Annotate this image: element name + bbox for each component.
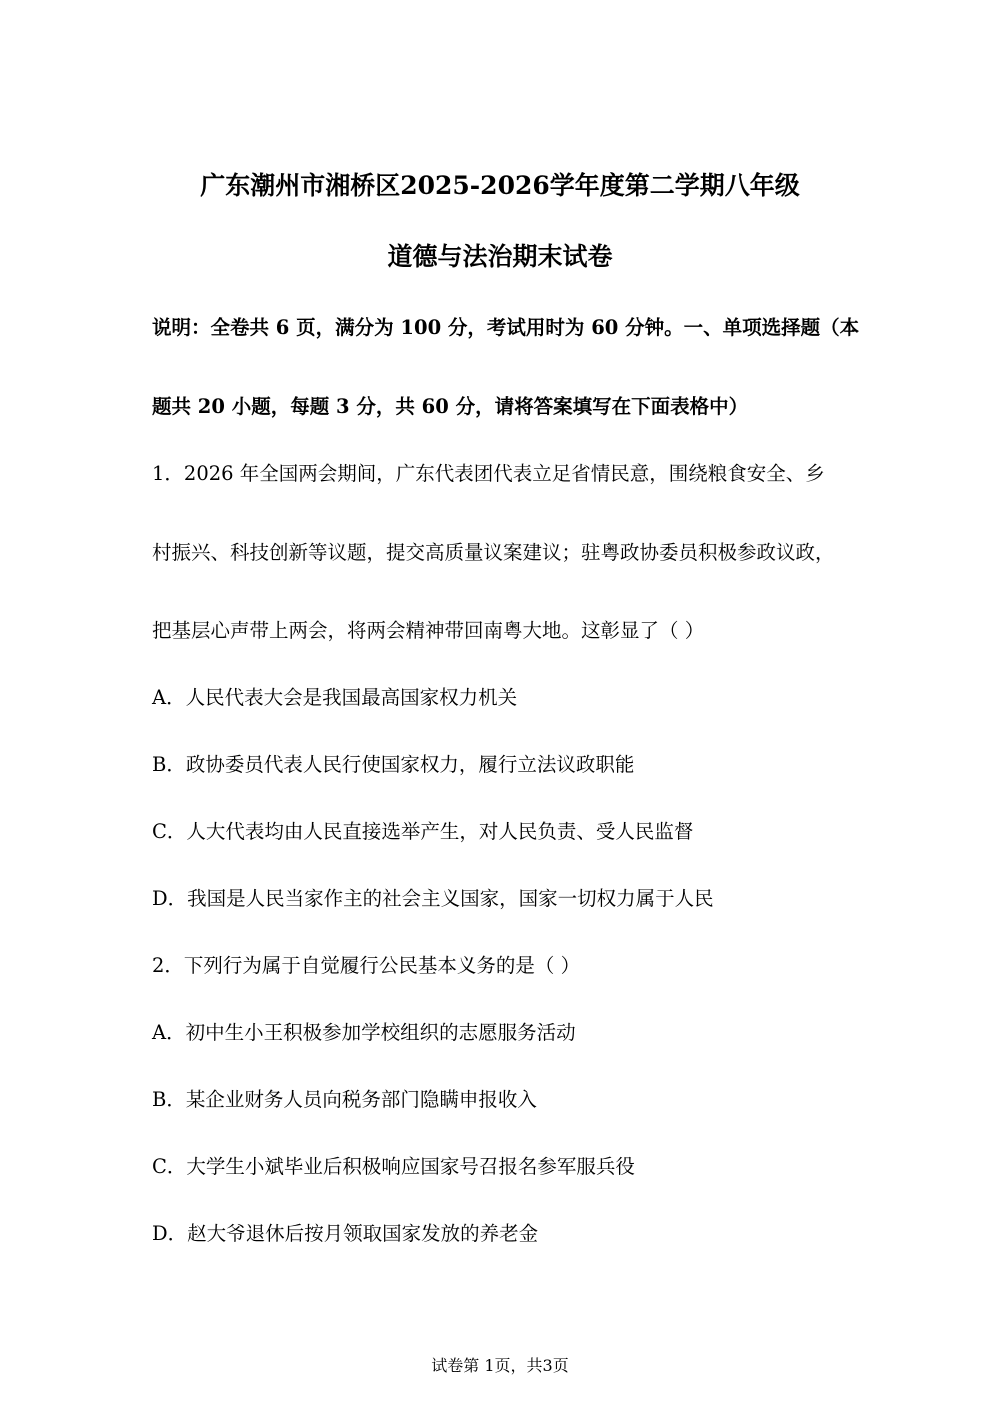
option-d: D．我国是人民当家作主的社会主义国家，国家一切权力属于人民 [152,887,714,910]
question-stem-line: 1．2026 年全国两会期间，广东代表团代表立足省情民意，围绕粮食安全、乡 [152,462,825,485]
option-b: B．政协委员代表人民行使国家权力，履行立法议政职能 [152,753,635,776]
option-c: C．人大代表均由人民直接选举产生，对人民负责、受人民监督 [152,820,694,843]
option-a: A．初中生小王积极参加学校组织的志愿服务活动 [152,1021,576,1044]
page-footer: 试卷第 1页，共3页 [431,1356,569,1375]
instructions-line2: 题共 20 小题，每题 3 分，共 60 分，请将答案填写在下面表格中） [152,395,749,418]
exam-title-line2: 道德与法治期末试卷 [387,242,613,271]
option-c: C．大学生小斌毕业后积极响应国家号召报名参军服兵役 [152,1155,635,1178]
option-d: D．赵大爷退休后按月领取国家发放的养老金 [152,1222,539,1245]
instructions-line1: 说明：全卷共 6 页，满分为 100 分，考试用时为 60 分钟。一、单项选择题（本 [152,316,860,339]
exam-title-line1: 广东潮州市湘桥区2025-2026学年度第二学期八年级 [200,171,800,200]
question-stem-line: 村振兴、科技创新等议题，提交高质量议案建议；驻粤政协委员积极参政议政， [152,541,835,564]
option-b: B．某企业财务人员向税务部门隐瞒申报收入 [152,1088,537,1111]
question-stem-line: 2．下列行为属于自觉履行公民基本义务的是（ ） [152,954,581,977]
question-stem-line: 把基层心声带上两会，将两会精神带回南粤大地。这彰显了（ ） [152,619,705,642]
option-a: A．人民代表大会是我国最高国家权力机关 [152,686,518,709]
